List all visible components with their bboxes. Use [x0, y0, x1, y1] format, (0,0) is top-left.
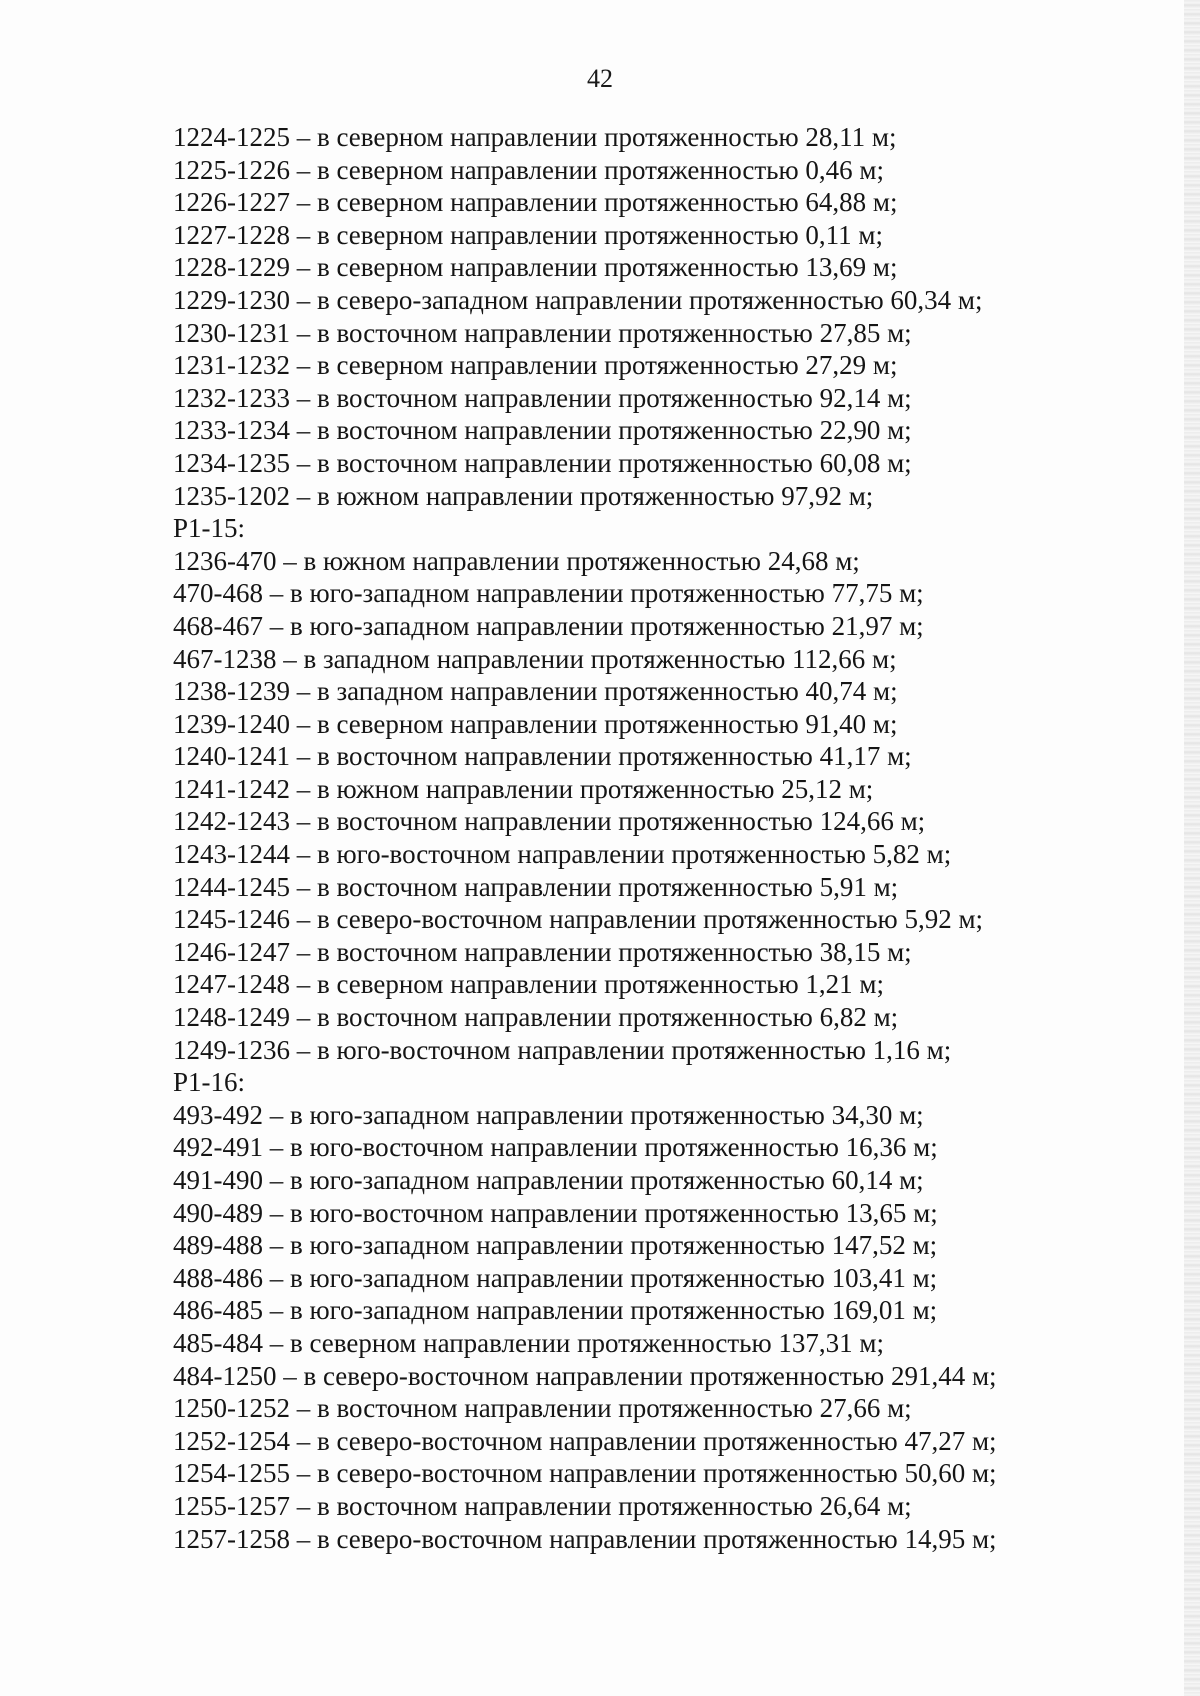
segment-line: 493-492 – в юго-западном направлении протяженностью 34,30 м; — [173, 1099, 924, 1130]
segment-line: 1244-1245 – в восточном направлении протяженностью 5,91 м; — [173, 871, 899, 902]
segment-line: 1249-1236 – в юго-восточном направлении протяженностью 1,16 м; — [173, 1034, 952, 1065]
segment-line: 1235-1202 – в южном направлении протяженностью 97,92 м; — [173, 480, 874, 511]
segment-line: 467-1238 – в западном направлении протяженностью 112,66 м; — [173, 643, 897, 674]
segment-line: 1228-1229 – в северном направлении протяженностью 13,69 м; — [173, 252, 898, 283]
segment-line: 1243-1244 – в юго-восточном направлении протяженностью 5,82 м; — [173, 839, 952, 870]
segment-line: 1229-1230 – в северо-западном направлении протяженностью 60,34 м; — [173, 284, 983, 315]
segment-line: 1250-1252 – в восточном направлении протяженностью 27,66 м; — [173, 1393, 912, 1424]
segment-line: 491-490 – в юго-западном направлении протяженностью 60,14 м; — [173, 1165, 924, 1195]
segment-line: 488-486 – в юго-западном направлении протяженностью 103,41 м; — [173, 1262, 938, 1293]
segment-line: 486-485 – в юго-западном направлении протяженностью 169,01 м; — [173, 1295, 938, 1326]
segment-line: 1248-1249 – в восточном направлении протяженностью 6,82 м; — [173, 1002, 899, 1033]
segment-line: 1227-1228 – в северном направлении протяженностью 0,11 м; — [173, 219, 884, 250]
segment-line: 1240-1241 – в восточном направлении протяженностью 41,17 м; — [173, 741, 912, 772]
section-header: Р1-15: — [173, 513, 246, 544]
segment-line: 1232-1233 – в восточном направлении протяженностью 92,14 м; — [173, 382, 912, 413]
segment-line: 1239-1240 – в северном направлении протяженностью 91,40 м; — [173, 708, 898, 739]
segment-line: 1224-1225 – в северном направлении протяженностью 28,11 м; — [173, 122, 897, 152]
segment-line: 1242-1243 – в восточном направлении протяженностью 124,66 м; — [173, 806, 926, 837]
segment-line: 1254-1255 – в северо-восточном направлении протяженностью 50,60 м; — [173, 1458, 997, 1489]
segment-line: 1252-1254 – в северо-восточном направлении протяженностью 47,27 м; — [173, 1425, 997, 1456]
segment-line: 1236-470 – в южном направлении протяженностью 24,68 м; — [173, 545, 860, 576]
segment-line: 490-489 – в юго-восточном направлении протяженностью 13,65 м; — [173, 1197, 938, 1228]
segment-line: 1246-1247 – в восточном направлении протяженностью 38,15 м; — [173, 936, 912, 967]
segment-line: 468-467 – в юго-западном направлении протяженностью 21,97 м; — [173, 610, 924, 641]
scan-edge-artifact — [1184, 0, 1200, 1696]
segment-line: 470-468 – в юго-западном направлении протяженностью 77,75 м; — [173, 578, 924, 609]
section-header: Р1-16: — [173, 1067, 246, 1098]
segment-line: 484-1250 – в северо-восточном направлении протяженностью 291,44 м; — [173, 1360, 997, 1391]
segment-line: 1247-1248 – в северном направлении протяженностью 1,21 м; — [173, 969, 885, 1000]
segment-line: 489-488 – в юго-западном направлении протяженностью 147,52 м; — [173, 1230, 938, 1261]
segment-line: 492-491 – в юго-восточном направлении протяженностью 16,36 м; — [173, 1132, 938, 1163]
segment-line: 1226-1227 – в северном направлении протяженностью 64,88 м; — [173, 187, 898, 218]
segment-line: 1225-1226 – в северном направлении протяженностью 0,46 м; — [173, 154, 885, 185]
boundary-description-list — [173, 121, 1073, 1555]
segment-line: 1238-1239 – в западном направлении протяженностью 40,74 м; — [173, 676, 898, 707]
segment-line: 485-484 – в северном направлении протяженностью 137,31 м; — [173, 1327, 885, 1358]
segment-line: 1231-1232 – в северном направлении протяженностью 27,29 м; — [173, 350, 898, 381]
segment-line: 1233-1234 – в восточном направлении протяженностью 22,90 м; — [173, 415, 912, 446]
segment-line: 1234-1235 – в восточном направлении протяженностью 60,08 м; — [173, 447, 912, 478]
segment-line: 1245-1246 – в северо-восточном направлении протяженностью 5,92 м; — [173, 904, 984, 935]
segment-line: 1241-1242 – в южном направлении протяженностью 25,12 м; — [173, 773, 874, 804]
segment-line: 1230-1231 – в восточном направлении протяженностью 27,85 м; — [173, 317, 912, 348]
page-number: 42 — [587, 64, 613, 93]
segment-line: 1257-1258 – в северо-восточном направлении протяженностью 14,95 м; — [173, 1523, 997, 1554]
segment-line: 1255-1257 – в восточном направлении протяженностью 26,64 м; — [173, 1490, 912, 1521]
